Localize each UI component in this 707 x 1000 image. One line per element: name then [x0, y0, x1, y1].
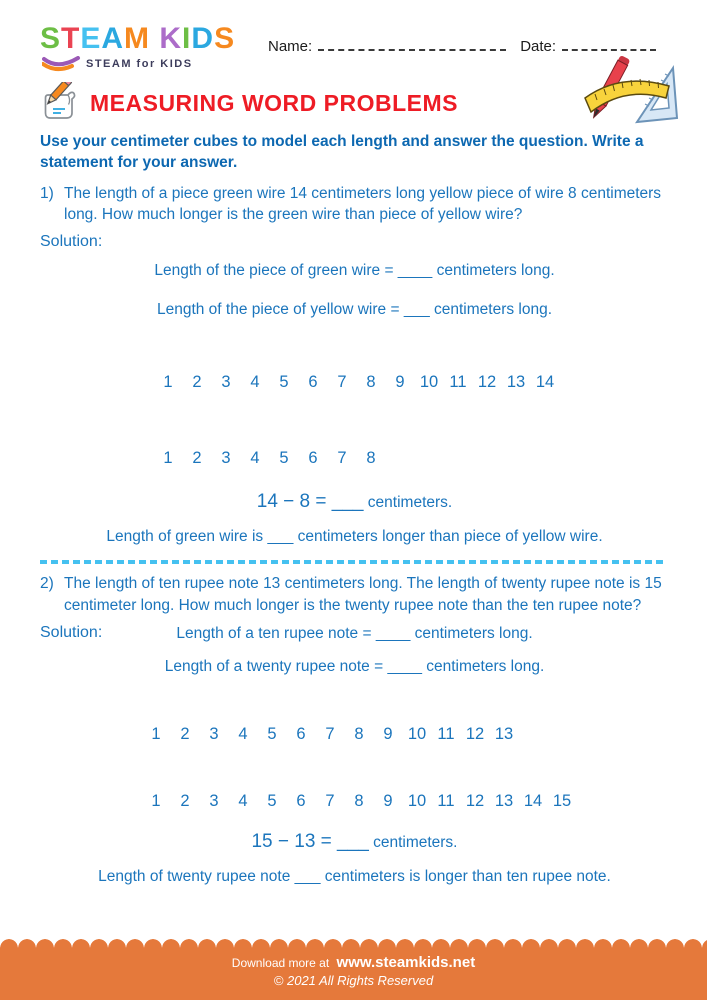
- footer-download-line: [0, 954, 707, 971]
- problem-1-equation: [40, 491, 669, 513]
- footer-band: [0, 948, 707, 1000]
- problem-1-fill-line-2: Length of the piece of yellow wire = ___ centimeters long.: [156, 301, 553, 319]
- section-divider: [40, 560, 667, 564]
- problem-1-equation-main: 14 − 8 = ___: [256, 491, 364, 513]
- problem-2-text: The length of ten rupee note 13 centimeters long. The length of twenty rupee note is 15 centimeter long. How much longer is the twenty rupee note than the ten rupee note?: [64, 575, 662, 614]
- header: [40, 24, 669, 72]
- logo-swoosh-icon: [42, 56, 82, 72]
- problem-2-fill-line-2: Length of a twenty rupee note = ____ centimeters long.: [164, 657, 545, 675]
- problem-1-number: 1): [40, 184, 54, 202]
- problem-1: [40, 183, 685, 226]
- problem-1-fill-line-1: Length of the piece of green wire = ____ centimeters long.: [154, 262, 555, 280]
- problem-2-number: 2): [40, 575, 54, 593]
- problem-2-solution-label: Solution:: [40, 623, 103, 641]
- problem-2-equation-suffix: centimeters.: [368, 833, 458, 851]
- footer-scallop-edge: [0, 938, 707, 948]
- problem-1-equation-suffix: centimeters.: [363, 494, 453, 512]
- footer-download-prefix: Download more at: [231, 956, 330, 970]
- problem-1-text: The length of a piece green wire 14 centimeters long yellow piece of wire 8 centimeters long. How much longer is the green wire than piece of yellow wire?: [64, 184, 662, 224]
- problem-1-statement: Length of green wire is ___ centimeters longer than piece of yellow wire.: [106, 528, 603, 546]
- problem-2-equation: [40, 831, 669, 853]
- problem-2: [40, 573, 685, 616]
- date-blank-line: [562, 38, 656, 51]
- problem-2-statement: Length of twenty rupee note ___ centimeters is longer than ten rupee note.: [98, 867, 611, 885]
- date-label: Date:: [520, 38, 557, 55]
- problem-1-number-row-2: 1 2 3 4 5 6 7 8: [163, 449, 376, 468]
- problem-1-number-row-1: 1 2 3 4 5 6 7 8 9 10 11 12 13 14: [163, 373, 555, 392]
- instruction-text: Use your centimeter cubes to model each length and answer the question. Write a statement for your answer.: [40, 133, 644, 172]
- problem-2-number-row-2: 1 2 3 4 5 6 7 8 9 10 11 12 13 14 15: [151, 791, 572, 810]
- problem-2-fill-line-1: Length of a ten rupee note = ____ centimeters long.: [176, 624, 533, 642]
- problem-1-solution-label: Solution:: [40, 233, 103, 251]
- logo-wordmark: STEAM KIDS: [40, 22, 236, 55]
- steam-kids-logo: [40, 24, 250, 72]
- footer-site-url: www.steamkids.net: [336, 954, 476, 971]
- note-pencil-icon: [40, 82, 84, 124]
- footer: [0, 938, 707, 1000]
- name-blank-line: [318, 38, 506, 51]
- footer-copyright: © 2021 All Rights Reserved: [273, 973, 434, 988]
- page-title: MEASURING WORD PROBLEMS: [90, 89, 458, 116]
- logo-subtitle: STEAM for KIDS: [86, 58, 193, 70]
- problem-2-equation-main: 15 − 13 = ___: [251, 830, 369, 852]
- name-label: Name:: [268, 38, 313, 55]
- problem-2-number-row-1: 1 2 3 4 5 6 7 8 9 10 11 12 13: [151, 724, 514, 743]
- title-row: [40, 82, 669, 124]
- name-date-row: [268, 38, 669, 55]
